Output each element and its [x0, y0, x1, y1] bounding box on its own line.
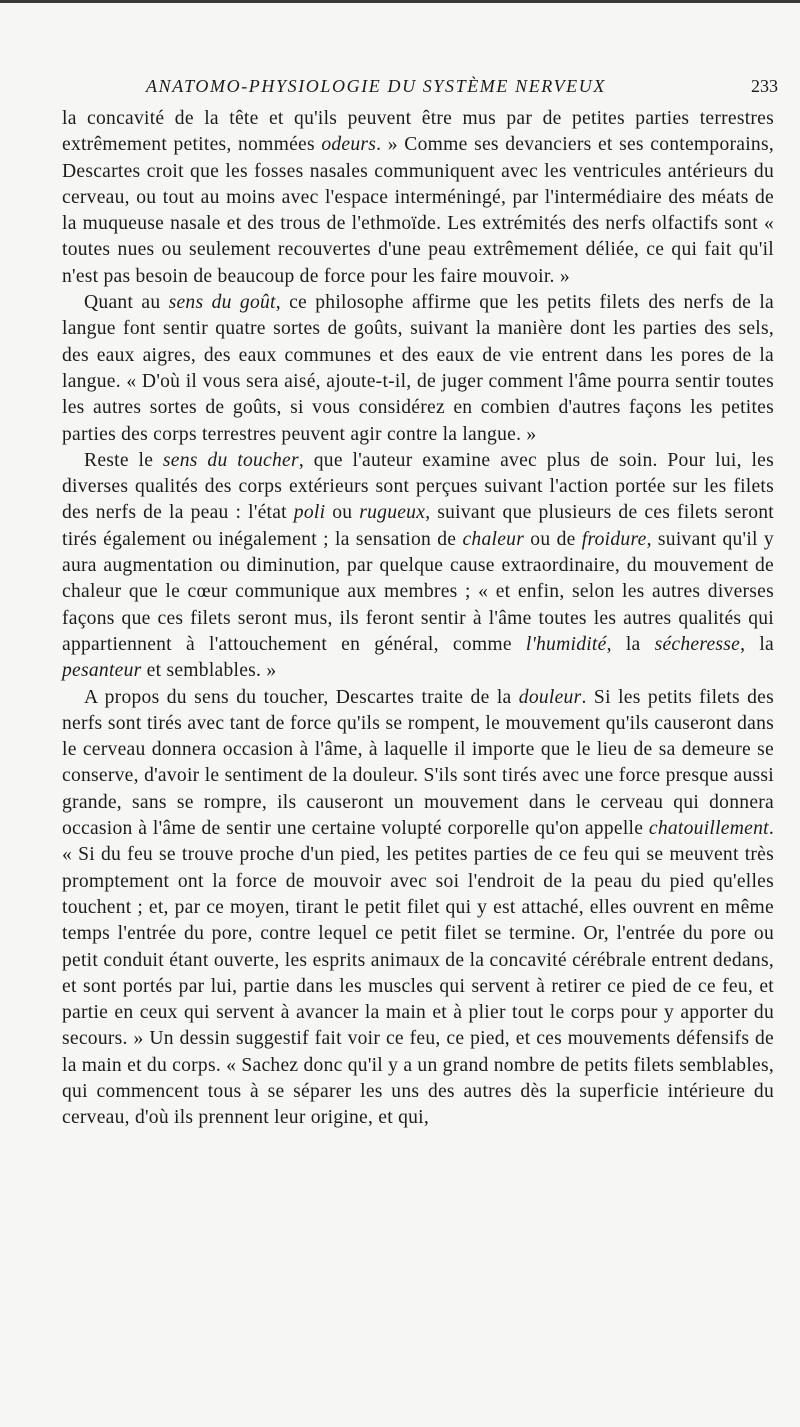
italic-term: sens du goût: [168, 292, 276, 314]
text-run: Reste le: [84, 449, 163, 471]
top-border-rule: [0, 0, 800, 3]
text-run: . Si les petits filets des nerfs sont tirés avec tant de force qu'ils se rompent, le mouvement qu'ils causeront dans le cerveau donnera occasion à l'âme, à laquelle il importe que le lieu de sa demeure se conserve, d'avoir le sentiment de la douleur. S'ils sont tirés avec une force presque aussi grande, sans se rompre, ils causeront un mouvement dans le cerveau qui donnera occasion à l'âme de sentir une certaine volupté corporelle qu'on appelle: [62, 686, 774, 840]
running-head: [62, 76, 778, 106]
paragraph: [62, 448, 774, 685]
text-run: la concavité de la tête et qu'ils peuvent être mus par de petites parties terrestres extrêmement petites, nommées: [62, 108, 774, 156]
paragraph: [62, 685, 774, 1132]
text-run: . « Si du feu se trouve proche d'un pied, les petites parties de ce feu qui se meuvent très promptement ont la force de mouvoir avec soi l'endroit de la peau du pied qu'elles touchent ; et, par ce moyen, tirant le petit filet qui y est attaché, elles ouvrent en même temps l'entrée du pore, contre lequel ce petit filet se termine. Or, l'entrée du pore ou petit conduit étant ouverte, les esprits animaux de la concavité cérébrale entrent dedans, et sont portés par lui, partie dans les muscles qui servent à retirer ce pied de ce feu, et partie en ceux qui servent à avancer la main et à plier tout le corps pour y apporter du secours. » Un dessin suggestif fait voir ce feu, ce pied, et ces mouvements défensifs de la main et du corps. « Sachez donc qu'il y a un grand nombre de petits filets semblables, qui commencent tous à se séparer les uns des autres dès la superficie intérieure du cerveau, d'où ils prennent leur origine, et qui,: [62, 818, 774, 1129]
text-run: , ce philosophe affirme que les petits filets des nerfs de la langue font sentir quatre sortes de goûts, suivant la manière dont les parties des sels, des eaux aigres, des eaux communes et des eaux de vie entrent dans les pores de la langue. « D'où il vous sera aisé, ajoute-t-il, de juger comment l'âme pourra sentir toutes les autres sortes de goûts, si vous considérez en combien d'autres façons les petites parties des corps terrestres peuvent agir contre la langue. »: [62, 292, 774, 445]
text-run: ou de: [524, 528, 582, 550]
text-run: Quant au: [84, 292, 169, 314]
text-run: , que l'auteur examine avec plus de soin. Pour lui, les diverses qualités des corps extérieurs sont perçues suivant l'action portée sur les filets des nerfs de la peau : l'état: [62, 449, 774, 524]
italic-term: l'humidité: [525, 633, 607, 655]
text-run: ou: [325, 502, 360, 524]
text-run: et semblables. »: [141, 660, 277, 682]
italic-term: froidure: [581, 528, 647, 550]
italic-term: poli: [293, 502, 326, 524]
text-run: A propos du sens du toucher, Descartes traite de la: [84, 686, 519, 708]
paragraph: [62, 106, 774, 290]
body-text: [62, 106, 774, 1132]
text-run: , suivant qu'il y aura augmentation ou diminution, par quelque cause extraordinaire, du mouvement de chaleur que le cœur communique aux membres ; « et enfin, selon les autres diverses façons que ces filets seront mus, ils feront sentir à l'âme toutes les autres qualités qui appartiennent à l'attouchement en général, comme: [62, 528, 774, 655]
italic-term: odeurs: [321, 134, 377, 156]
page-number: 233: [751, 76, 778, 96]
running-title: ANATOMO-PHYSIOLOGIE DU SYSTÈME NERVEUX: [146, 76, 606, 96]
italic-term: douleur: [518, 686, 582, 708]
italic-term: sens du toucher: [162, 449, 299, 471]
text-run: . » Comme ses devanciers et ses contemporains, Descartes croit que les fosses nasales communiquent avec les ventricules antérieurs du cerveau, ou tout au moins avec l'espace interméningé, par l'intermédiaire des méats de la muqueuse nasale et des trous de l'ethmoïde. Les extrémités des nerfs olfactifs sont « toutes nues ou seulement recouvertes d'une peau extrêmement déliée, ce qui fait qu'il n'est pas besoin de beaucoup de force pour les faire mouvoir. »: [62, 134, 774, 287]
italic-term: chaleur: [462, 528, 525, 550]
paragraph: [62, 290, 774, 448]
italic-term: rugueux: [359, 502, 426, 524]
italic-term: pesanteur: [62, 660, 142, 682]
text-run: , suivant que plusieurs de ces filets seront tirés également ou inégalement ; la sensation de: [62, 502, 774, 550]
italic-term: sécheresse: [654, 633, 741, 655]
text-run: , la: [740, 633, 775, 655]
book-page: [62, 76, 778, 1132]
italic-term: chatouillement: [648, 818, 769, 840]
text-run: , la: [606, 633, 655, 655]
